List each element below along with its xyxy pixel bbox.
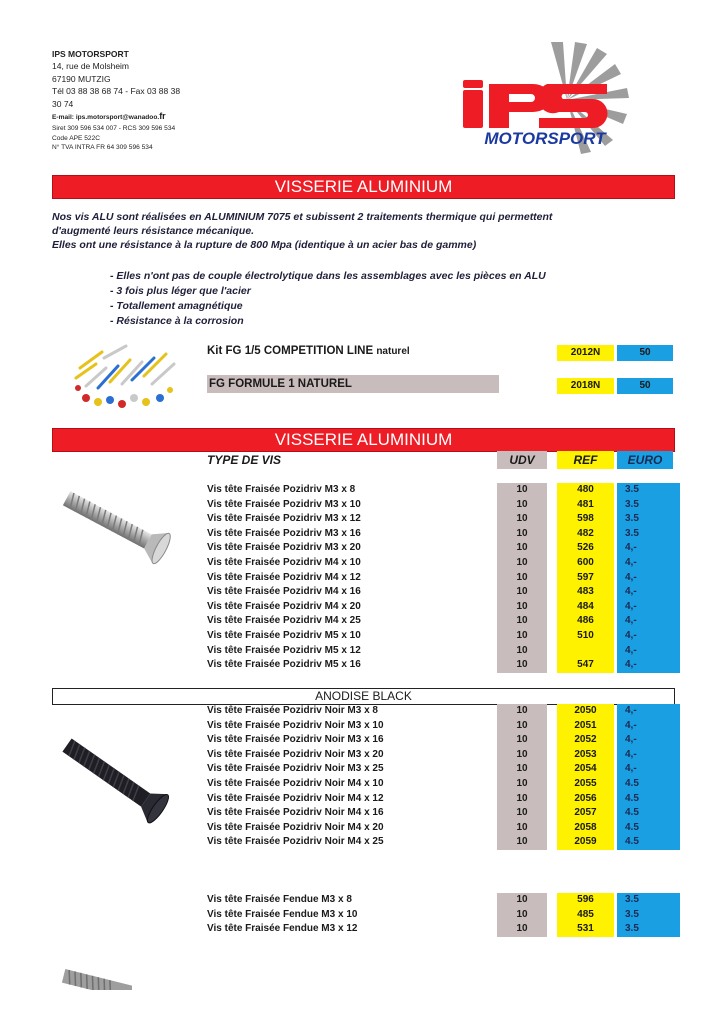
cell-udv: 10 [497,806,547,821]
cell-udv: 10 [497,512,547,527]
cell-desc: Vis tête Fraisée Pozidriv Noir M4 x 12 [207,792,384,804]
cell-udv: 10 [497,483,547,498]
cell-ref: 482 [557,527,614,542]
cell-udv: 10 [497,629,547,644]
table-row [207,644,677,659]
cell-euro: 4,- [617,658,680,673]
table-row [207,762,677,777]
header-ref: REF [557,451,614,469]
table-row [207,835,677,850]
cell-ref: 485 [557,908,614,923]
cell-euro: 4,- [617,571,680,586]
cell-udv: 10 [497,792,547,807]
cell-euro: 4,- [617,704,680,719]
company-tva: N° TVA INTRA FR 64 309 596 534 [52,144,153,152]
company-address-1: 14, rue de Molsheim [52,61,130,72]
banner-visserie-aluminium-1: VISSERIE ALUMINIUM [52,175,675,199]
natural-screw-image [52,480,182,570]
feature-item: - 3 fois plus léger que l'acier [110,285,251,297]
company-name: IPS MOTORSPORT [52,49,129,59]
cell-desc: Vis tête Fraisée Pozidriv M3 x 8 [207,484,356,495]
cell-euro: 4,- [617,585,680,600]
ips-motorsport-logo [455,42,635,154]
cell-udv: 10 [497,719,547,734]
intro-line-1: Nos vis ALU sont réalisées en ALUMINIUM 7075 et subissent 2 traitements thermique qui permettent [52,211,553,223]
banner-visserie-aluminium-2: VISSERIE ALUMINIUM [52,428,675,452]
company-address-2: 67190 MUTZIG [52,73,111,84]
cell-udv: 10 [497,893,547,908]
company-ape: Code APE 522C [52,134,101,142]
cell-euro: 3.5 [617,512,680,527]
cell-ref: 2054 [557,762,614,777]
cell-ref: 2058 [557,821,614,836]
cell-udv: 10 [497,762,547,777]
feature-item: - Totallement amagnétique [110,300,243,312]
cell-euro: 4,- [617,556,680,571]
table-row [207,719,677,734]
table-row [207,629,677,644]
cell-ref: 600 [557,556,614,571]
cell-udv: 10 [497,585,547,600]
table-row [207,658,677,673]
cell-ref: 2059 [557,835,614,850]
cell-ref: 510 [557,629,614,644]
cell-euro: 3.5 [617,922,680,937]
header-type: TYPE DE VIS [207,453,282,467]
cell-udv: 10 [497,658,547,673]
cell-euro: 4,- [617,719,680,734]
cell-ref: 597 [557,571,614,586]
table-row [207,614,677,629]
kit-2-label: FG FORMULE 1 NATUREL [207,375,499,393]
table-row [207,922,677,937]
table-row [207,748,677,763]
cell-ref: 2055 [557,777,614,792]
cell-euro: 3.5 [617,908,680,923]
table-row [207,498,677,513]
cell-desc: Vis tête Fraisée Pozidriv Noir M3 x 25 [207,763,384,775]
cell-desc: Vis tête Fraisée Pozidriv M5 x 16 [207,659,361,671]
company-email: E-mail: ips.motorsport@wanadoo.fr [52,111,166,122]
header-euro: EURO [617,451,673,469]
cell-euro: 4,- [617,600,680,615]
cell-udv: 10 [497,704,547,719]
table-row [207,585,677,600]
cell-udv: 10 [497,556,547,571]
table-row [207,792,677,807]
company-info [52,48,212,153]
intro-line-2: d'augmenté leurs résistance mécanique. [52,225,255,238]
cell-euro: 3.5 [617,527,680,542]
company-siret: Siret 309 596 534 007 - RCS 309 596 534 [52,125,176,133]
cell-udv: 10 [497,821,547,836]
cell-udv: 10 [497,498,547,513]
table-row [207,483,677,498]
cell-ref: 481 [557,498,614,513]
cell-desc: Vis tête Fraisée Pozidriv M3 x 16 [207,527,361,539]
intro-line-3: Elles ont une résistance à la rupture de 800 Mpa (identique à un acier bas de gamme) [52,239,477,252]
cell-euro: 4.5 [617,835,680,850]
feature-item: - Elles n'ont pas de couple électrolytique dans les assemblages avec les pièces en ALU [110,270,546,282]
cell-euro: 4.5 [617,792,680,807]
table-row [207,893,677,908]
cell-udv: 10 [497,571,547,586]
cell-ref: 2051 [557,719,614,734]
cell-ref: 2050 [557,704,614,719]
cell-desc: Vis tête Fraisée Pozidriv Noir M4 x 20 [207,821,384,833]
table-row [207,821,677,836]
feature-list [110,269,630,329]
cell-desc: Vis tête Fraisée Pozidriv M5 x 12 [207,644,361,656]
cell-ref: 547 [557,658,614,673]
cell-euro: 4,- [617,614,680,629]
cell-udv: 10 [497,614,547,629]
cell-desc: Vis tête Fraisée Pozidriv Noir M3 x 8 [207,705,378,716]
kit-2-price: 50 [617,378,673,394]
cell-udv: 10 [497,541,547,556]
company-phone: Tél 03 88 38 68 74 - Fax 03 88 38 [52,86,181,97]
kit-1-label: Kit FG 1/5 COMPETITION LINE naturel [207,345,410,357]
cell-desc: Vis tête Fraisée Pozidriv Noir M4 x 16 [207,807,384,819]
black-screw-image [52,725,182,835]
cell-ref: 2053 [557,748,614,763]
cell-udv: 10 [497,600,547,615]
cell-desc: Vis tête Fraisée Pozidriv Noir M4 x 25 [207,836,384,848]
cell-desc: Vis tête Fraisée Fendue M3 x 10 [207,908,358,920]
cell-ref: 526 [557,541,614,556]
kit-screws-image [66,338,184,410]
cell-desc: Vis tête Fraisée Pozidriv M4 x 12 [207,571,361,583]
cell-udv: 10 [497,527,547,542]
table-row [207,556,677,571]
cell-udv: 10 [497,733,547,748]
cell-desc: Vis tête Fraisée Pozidriv M5 x 10 [207,630,361,641]
intro-text [52,210,652,253]
cell-desc: Vis tête Fraisée Pozidriv M3 x 10 [207,498,361,510]
table-row [207,704,677,719]
partial-screw-image [52,966,132,990]
cell-ref: 483 [557,585,614,600]
cell-ref: 480 [557,483,614,498]
cell-udv: 10 [497,644,547,659]
cell-ref: 484 [557,600,614,615]
table-row [207,541,677,556]
cell-ref: 531 [557,922,614,937]
cell-ref: 2057 [557,806,614,821]
cell-ref: 598 [557,512,614,527]
cell-euro: 3.5 [617,893,680,908]
cell-desc: Vis tête Fraisée Fendue M3 x 8 [207,894,352,905]
cell-desc: Vis tête Fraisée Pozidriv M4 x 25 [207,615,361,627]
cell-euro: 4.5 [617,777,680,792]
cell-udv: 10 [497,748,547,763]
feature-item: - Résistance à la corrosion [110,315,244,327]
table-row [207,806,677,821]
cell-desc: Vis tête Fraisée Pozidriv M3 x 12 [207,513,361,525]
kit-2-ref: 2018N [557,378,614,394]
company-phone-2: 30 74 [52,98,74,109]
cell-euro: 4,- [617,629,680,644]
cell-ref: 596 [557,893,614,908]
cell-euro: 3.5 [617,483,680,498]
cell-euro: 4,- [617,748,680,763]
cell-desc: Vis tête Fraisée Pozidriv Noir M3 x 10 [207,719,384,731]
cell-euro: 4,- [617,762,680,777]
kit-1-ref: 2012N [557,345,614,361]
table-row [207,527,677,542]
kit-1-suffix: naturel [376,346,410,357]
cell-desc: Vis tête Fraisée Pozidriv M4 x 20 [207,600,361,612]
cell-udv: 10 [497,835,547,850]
cell-udv: 10 [497,777,547,792]
header-udv: UDV [497,451,547,469]
anodise-black-label: ANODISE BLACK [52,688,675,705]
cell-desc: Vis tête Fraisée Pozidriv M4 x 16 [207,586,361,598]
kit-1-price: 50 [617,345,673,361]
cell-desc: Vis tête Fraisée Pozidriv M4 x 10 [207,557,361,568]
cell-udv: 10 [497,908,547,923]
cell-udv: 10 [497,922,547,937]
table-row [207,733,677,748]
cell-euro: 4.5 [617,821,680,836]
cell-desc: Vis tête Fraisée Pozidriv Noir M3 x 16 [207,734,384,746]
cell-desc: Vis tête Fraisée Pozidriv Noir M4 x 10 [207,778,384,789]
table-row [207,512,677,527]
cell-ref [557,644,614,659]
cell-euro: 4,- [617,541,680,556]
company-email-tld: fr [159,111,166,122]
cell-euro: 4,- [617,733,680,748]
cell-euro: 3.5 [617,498,680,513]
cell-desc: Vis tête Fraisée Pozidriv M3 x 20 [207,542,361,554]
cell-ref: 2056 [557,792,614,807]
cell-desc: Vis tête Fraisée Pozidriv Noir M3 x 20 [207,748,384,760]
table-row [207,600,677,615]
cell-euro: 4,- [617,644,680,659]
table-row [207,777,677,792]
table-row [207,908,677,923]
cell-euro: 4.5 [617,806,680,821]
cell-ref: 2052 [557,733,614,748]
table-row [207,571,677,586]
cell-ref: 486 [557,614,614,629]
cell-desc: Vis tête Fraisée Fendue M3 x 12 [207,923,358,935]
logo-motorsport-text: MOTORSPORT [484,129,606,148]
